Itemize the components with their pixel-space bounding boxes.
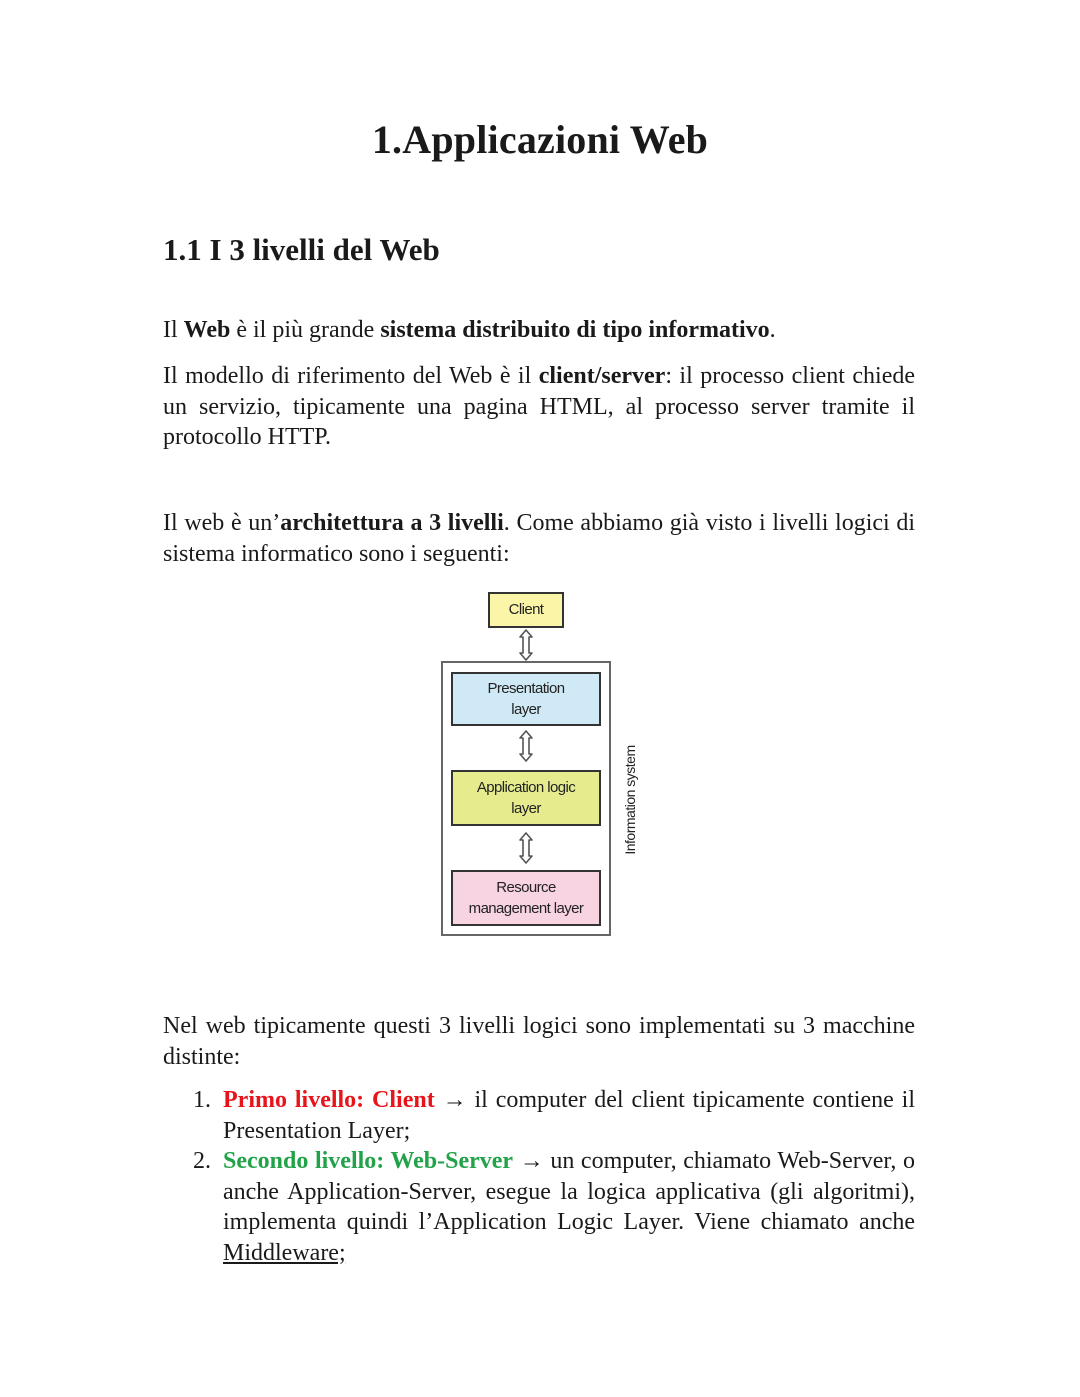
list-item: 2. Secondo livello: Web-Server → un computer, chiamato Web-Server, o anche Application-Server, esegue la logica applicativa (gli algoritmi), implementa quindi l’Application Logic Layer. Viene chiamato anche Middleware;: [193, 1148, 916, 1266]
three-tier-diagram: [440, 590, 650, 940]
client-box: [488, 592, 564, 628]
client-label: Client: [508, 601, 544, 618]
presentation-layer-box: [451, 672, 601, 726]
double-arrow-icon: [510, 831, 542, 865]
resource-management-layer-box: [451, 870, 601, 926]
list-item: 1. Primo livello: Client → il computer del client tipicamente contiene il Presentation Layer;: [193, 1087, 916, 1144]
application-logic-layer-box: [451, 770, 601, 826]
page-title: 1.Applicazioni Web: [371, 117, 709, 162]
middleware-link[interactable]: Middleware;: [223, 1239, 346, 1266]
arrow-icon: →: [434, 1087, 475, 1113]
list-label-web-server: Secondo livello: Web-Server: [223, 1148, 514, 1174]
paragraph-three-machines: Nel web tipicamente questi 3 livelli logici sono implementati su 3 macchine distinte:: [163, 1013, 915, 1070]
list-number: 1.: [193, 1087, 211, 1113]
double-arrow-icon: [510, 628, 542, 662]
presentation-label-line1: Presentation: [487, 680, 565, 697]
section-title: 1.1 I 3 livelli del Web: [163, 232, 440, 267]
bold-distributed-system: sistema distribuito di tipo informativo: [380, 317, 770, 343]
resource-label-line1: Resource: [496, 879, 556, 896]
presentation-label-line2: layer: [511, 701, 541, 718]
bold-web: Web: [183, 317, 231, 343]
bold-three-tier: architettura a 3 livelli: [280, 510, 504, 536]
list-label-client: Primo livello: Client: [223, 1087, 435, 1113]
bold-client-server: client/server: [538, 363, 666, 389]
paragraph-web-definition: Il Web è il più grande sistema distribuito di tipo informativo.: [163, 317, 776, 343]
application-label-line2: layer: [511, 800, 541, 817]
resource-label-line2: management layer: [468, 900, 584, 917]
list-number: 2.: [193, 1148, 211, 1174]
tier-list: [193, 1085, 915, 1268]
paragraph-client-server: Il modello di riferimento del Web è il client/server: il processo client chiede un servizio, tipicamente una pagina HTML, al processo server tramite il protocollo HTTP.: [163, 363, 915, 450]
arrow-icon: →: [513, 1148, 551, 1174]
paragraph-three-tier: Il web è un’architettura a 3 livelli. Come abbiamo già visto i livelli logici di sistema informatico sono i seguenti:: [163, 510, 916, 567]
information-system-label: Information system: [622, 745, 638, 855]
double-arrow-icon: [510, 729, 542, 763]
application-label-line1: Application logic: [476, 779, 576, 796]
